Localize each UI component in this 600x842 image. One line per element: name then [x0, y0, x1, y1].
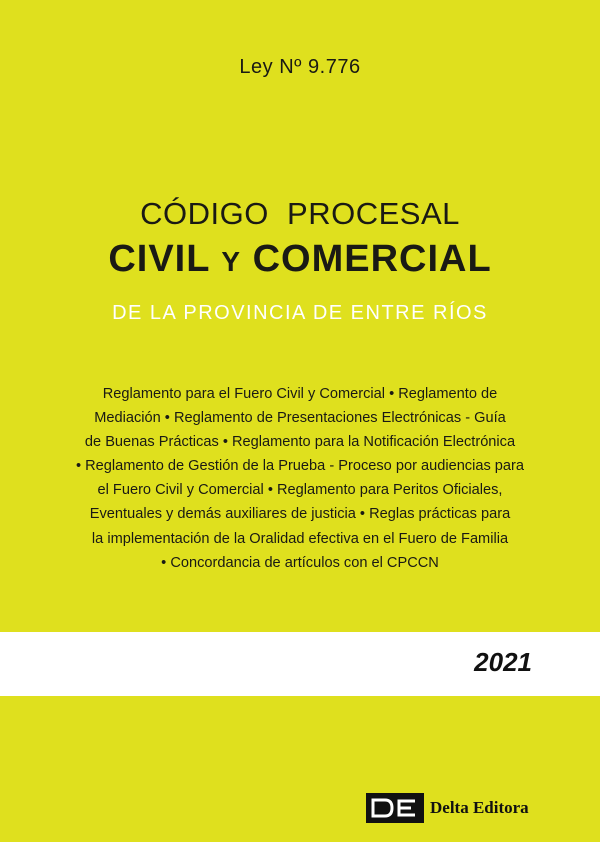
title-comercial: COMERCIAL	[241, 238, 492, 280]
title-line-1: CÓDIGO PROCESAL	[140, 196, 460, 231]
description-line: Eventuales y demás auxiliares de justicia • Reglas prácticas para	[89, 506, 511, 523]
title-line-2	[0, 238, 600, 281]
publisher-name: Delta Editora	[430, 798, 529, 817]
description-line: • Reglamento de Gestión de la Prueba - Proceso por audiencias para	[75, 458, 525, 475]
subtitle: DE LA PROVINCIA DE ENTRE RÍOS	[112, 302, 488, 324]
publisher-mark	[366, 793, 529, 823]
title-conjunction: Y	[221, 246, 242, 277]
description-line: • Concordancia de artículos con el CPCCN	[161, 554, 439, 571]
description-line: el Fuero Civil y Comercial • Reglamento para Peritos Oficiales,	[97, 482, 503, 499]
description-line: la implementación de la Oralidad efectiva en el Fuero de Familia	[91, 530, 509, 547]
description-line: de Buenas Prácticas • Reglamento para la Notificación Electrónica	[84, 434, 516, 451]
contents-description	[60, 382, 540, 575]
edition-year: 2021	[474, 647, 532, 677]
title-civil: CIVIL	[108, 238, 222, 280]
year-band	[0, 632, 600, 696]
law-number: Ley Nº 9.776	[239, 56, 361, 78]
delta-editora-logo-icon	[366, 793, 424, 823]
description-line: Reglamento para el Fuero Civil y Comercial • Reglamento de	[102, 386, 498, 402]
description-line: Mediación • Reglamento de Presentaciones Electrónicas - Guía	[94, 410, 506, 427]
